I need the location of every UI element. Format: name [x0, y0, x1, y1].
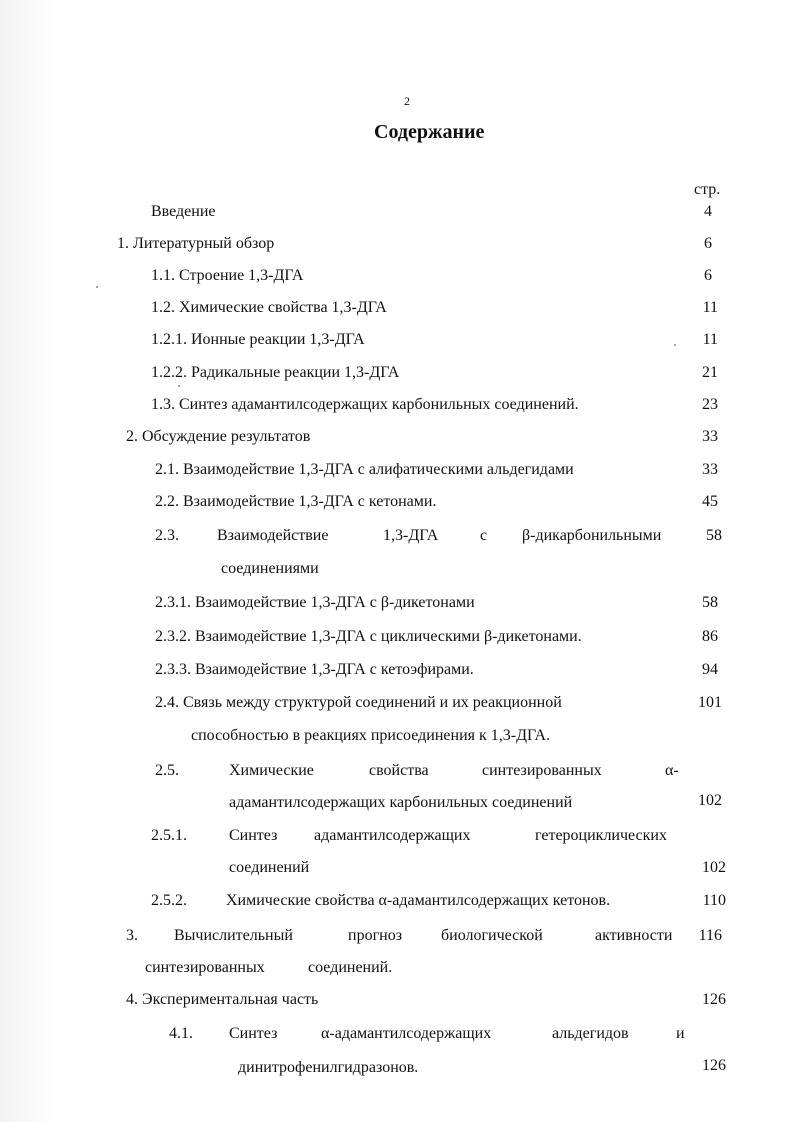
toc-entry-2-3-word: β-дикарбонильными: [522, 527, 662, 544]
toc-entry-3-word: прогноз: [348, 927, 403, 944]
toc-entry-2-1: 2.1. Взаимодействие 1,3-ДГА с алифатическими альдегидами: [155, 461, 574, 478]
toc-entry-2-5-word: свойства: [369, 762, 429, 779]
toc-entry-introduction: Введение: [151, 203, 216, 220]
toc-entry-1-2-2: 1.2.2. Радикальные реакции 1,3-ДГА: [151, 364, 400, 381]
toc-page-number: 33: [702, 461, 718, 478]
toc-page-number: 23: [702, 396, 718, 413]
toc-page-number: 110: [702, 892, 726, 909]
toc-page-number: 126: [702, 1057, 726, 1074]
toc-entry-2-5-word: α-: [665, 762, 679, 779]
toc-entry-2-5-1-word: Синтез: [229, 827, 278, 844]
toc-entry-2-5-word: Химические: [229, 762, 314, 779]
toc-entry-3-cont-word: синтезированных: [145, 959, 265, 976]
toc-entry-2-3-2: 2.3.2. Взаимодействие 1,3-ДГА с циклическими β-дикетонами.: [155, 628, 582, 645]
toc-entry-2-3-word: Взаимодействие: [217, 527, 329, 544]
toc-page-number: 101: [698, 694, 722, 711]
toc-entry-2-4-cont: способностью в реакциях присоединения к 1,3-ДГА.: [191, 727, 551, 744]
toc-page-number: 21: [702, 364, 718, 381]
toc-entry-3-num: 3.: [126, 927, 138, 944]
toc-page-number: 6: [704, 235, 712, 252]
toc-page-number: 11: [702, 331, 718, 348]
page-column-header: стр.: [694, 181, 721, 198]
toc-entry-2-3-cont: соединениями: [221, 560, 319, 577]
toc-entry-1-3: 1.3. Синтез адамантилсодержащих карбонильных соединений.: [151, 396, 579, 413]
toc-entry-1-2: 1.2. Химические свойства 1,3-ДГА: [151, 299, 387, 316]
toc-entry-1: 1. Литературный обзор: [117, 235, 275, 252]
toc-page-number: 58: [706, 527, 722, 544]
toc-entry-4-1-cont: динитрофенилгидразонов.: [238, 1059, 419, 1076]
toc-entry-4-1-word: альдегидов: [552, 1025, 629, 1042]
toc-page-number: 102: [698, 792, 722, 809]
toc-entry-2-5-1-word: гетероциклических: [535, 827, 667, 844]
toc-page-number: 4: [704, 203, 712, 220]
toc-entry-2-5-word: синтезированных: [482, 762, 602, 779]
scan-speck: [96, 286, 98, 288]
toc-entry-3-cont-word: соединений.: [308, 959, 393, 976]
toc-entry-2-5-1-num: 2.5.1.: [151, 827, 187, 844]
toc-entry-1-1: 1.1. Строение 1,3-ДГА: [151, 267, 304, 284]
toc-entry-2-5-num: 2.5.: [155, 762, 179, 779]
toc-entry-2-5-2-num: 2.5.2.: [151, 892, 187, 909]
toc-page-number: 58: [702, 594, 718, 611]
toc-page-number: 6: [704, 267, 712, 284]
toc-page-number: 33: [702, 428, 718, 445]
toc-entry-1-2-1: 1.2.1. Ионные реакции 1,3-ДГА: [151, 331, 365, 348]
toc-page-number: 116: [698, 927, 722, 944]
toc-page-number: 94: [702, 661, 718, 678]
toc-entry-4-1-word: α-адамантилсодержащих: [321, 1025, 492, 1042]
toc-entry-4-1-word: и: [676, 1025, 685, 1042]
toc-entry-3-word: биологической: [441, 927, 543, 944]
scan-speck: [178, 385, 180, 387]
toc-entry-4: 4. Экспериментальная часть: [126, 991, 319, 1008]
toc-entry-2-5-1-cont: соединений: [229, 859, 310, 876]
toc-entry-2-5-1-word: адамантилсодержащих: [314, 827, 471, 844]
toc-entry-2-3-3: 2.3.3. Взаимодействие 1,3-ДГА с кетоэфирами.: [155, 661, 474, 678]
toc-page-number: 45: [702, 493, 718, 510]
toc-entry-3-word: Вычислительный: [174, 927, 293, 944]
toc-entry-4-1-num: 4.1.: [169, 1025, 193, 1042]
toc-page-number: 86: [702, 628, 718, 645]
toc-entry-2-3-word: с: [480, 527, 488, 544]
toc-page-number: 102: [702, 859, 726, 876]
toc-entry-4-1-word: Синтез: [229, 1025, 278, 1042]
toc-entry-2-2: 2.2. Взаимодействие 1,3-ДГА с кетонами.: [155, 493, 437, 510]
scan-edge-shadow: [0, 0, 60, 1122]
toc-entry-2-3-word: 1,3-ДГА: [383, 527, 439, 544]
toc-entry-2-4: 2.4. Связь между структурой соединений и их реакционной: [155, 694, 562, 711]
toc-entry-3-word: активности: [595, 927, 673, 944]
scan-speck: [674, 344, 676, 346]
toc-page-number: 11: [702, 299, 718, 316]
toc-entry-2-5-cont: адамантилсодержащих карбонильных соединений: [229, 794, 573, 811]
toc-entry-2-3-1: 2.3.1. Взаимодействие 1,3-ДГА с β-дикетонами: [155, 594, 475, 611]
toc-entry-2: 2. Обсуждение результатов: [126, 428, 311, 445]
page-title: Содержание: [374, 121, 485, 143]
toc-entry-2-3-num: 2.3.: [155, 527, 179, 544]
page-number: 2: [404, 94, 410, 108]
toc-entry-2-5-2-text: Химические свойства α-адамантилсодержащих кетонов.: [226, 892, 611, 909]
toc-page-number: 126: [702, 991, 726, 1008]
